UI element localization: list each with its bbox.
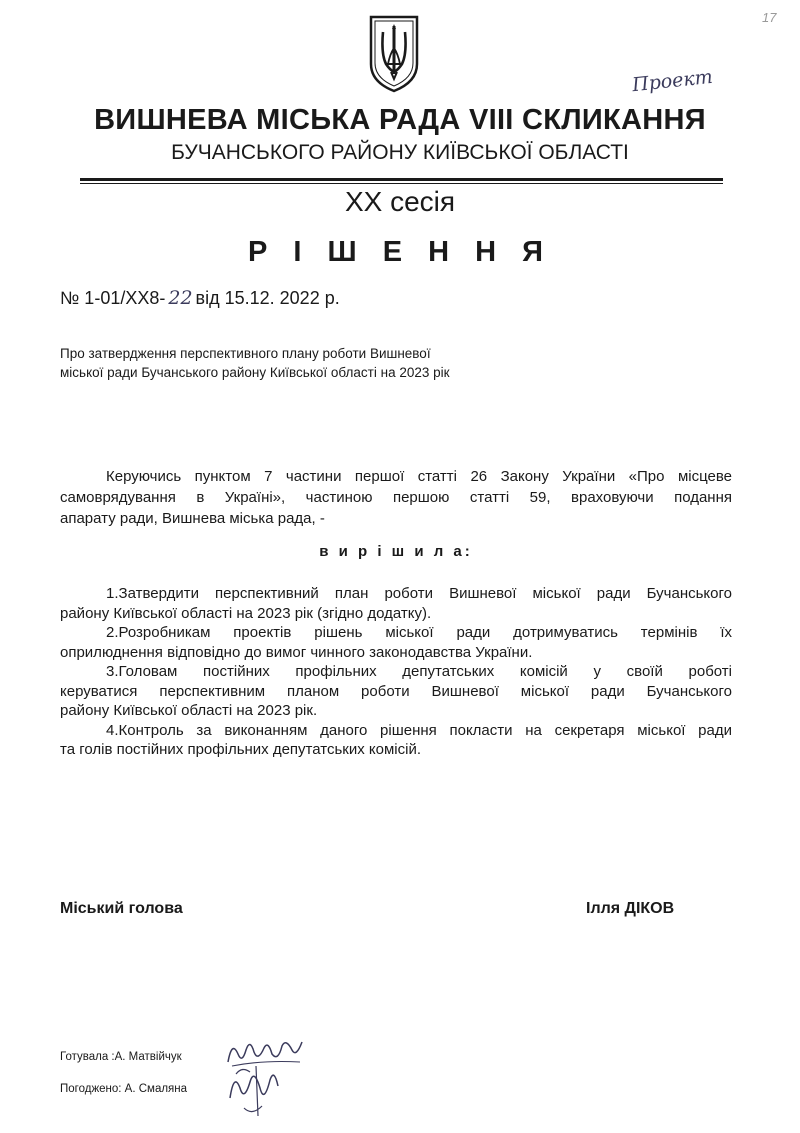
signatory-role: Міський голова bbox=[60, 900, 183, 917]
subject-line: міської ради Бучанського району Київської області на 2023 рік bbox=[60, 365, 450, 380]
decision-number bbox=[60, 287, 340, 309]
item-line: 2.Розробникам проектів рішень міської ради дотримуватись термінів їх bbox=[106, 624, 732, 641]
item-line: 4.Контроль за виконанням даного рішення покласти на секретаря міської ради bbox=[106, 721, 732, 739]
preamble-line: самоврядування в Україні», частиною першою статті 59, враховуючи подання bbox=[60, 489, 732, 506]
page-corner-mark: 17 bbox=[762, 10, 777, 25]
item-line: оприлюднення відповідно до вимог чинного законодавства України. bbox=[60, 643, 533, 661]
resolution-items bbox=[60, 584, 732, 760]
handwritten-signature-agreed bbox=[222, 1058, 284, 1120]
decision-heading: Р І Ш Е Н Н Я bbox=[248, 236, 552, 268]
agreed-by: Погоджено: А. Смаляна bbox=[60, 1083, 188, 1095]
signatory-name: Ілля ДІКОВ bbox=[586, 900, 675, 917]
preamble bbox=[60, 466, 732, 529]
handwritten-number: 22 bbox=[168, 287, 193, 309]
preamble-line: Керуючись пунктом 7 частини першої статті 26 Закону України «Про місцеве bbox=[106, 468, 732, 485]
council-subtitle: БУЧАНСЬКОГО РАЙОНУ КИЇВСЬКОЇ ОБЛАСТІ bbox=[171, 141, 629, 164]
item-line: 3.Головам постійних профільних депутатських комісій у своїй роботі bbox=[106, 663, 732, 680]
council-title: ВИШНЕВА МІСЬКА РАДА VIII СКЛИКАННЯ bbox=[94, 104, 706, 136]
handwritten-project-note: Проект bbox=[631, 65, 714, 97]
header-rule-thick bbox=[80, 178, 723, 181]
prepared-by: Готувала :А. Матвійчук bbox=[60, 1051, 182, 1063]
item-line: району Київської області на 2023 рік (згідно додатку). bbox=[60, 604, 432, 622]
coat-of-arms-icon bbox=[368, 14, 420, 94]
preamble-line: апарату ради, Вишнева міська рада, - bbox=[60, 510, 325, 527]
session-title: XX сесія bbox=[344, 186, 456, 217]
item-line: 1.Затвердити перспективний план роботи Вишневої міської ради Бучанського bbox=[106, 585, 732, 602]
decision-subject bbox=[60, 344, 540, 382]
number-prefix: № 1-01/XX8- bbox=[60, 288, 166, 308]
header-rule-thin bbox=[80, 183, 723, 184]
item-line: керуватися перспективним планом роботи Вишневої міської ради Бучанського bbox=[60, 682, 732, 700]
decision-date: від 15.12. 2022 р. bbox=[195, 288, 340, 308]
subject-line: Про затвердження перспективного плану роботи Вишневої bbox=[60, 346, 431, 361]
item-line: та голів постійних профільних депутатських комісій. bbox=[60, 741, 421, 758]
resolved-heading: в и р і ш и л а: bbox=[319, 543, 473, 560]
item-line: району Київської області на 2023 рік. bbox=[60, 702, 318, 719]
